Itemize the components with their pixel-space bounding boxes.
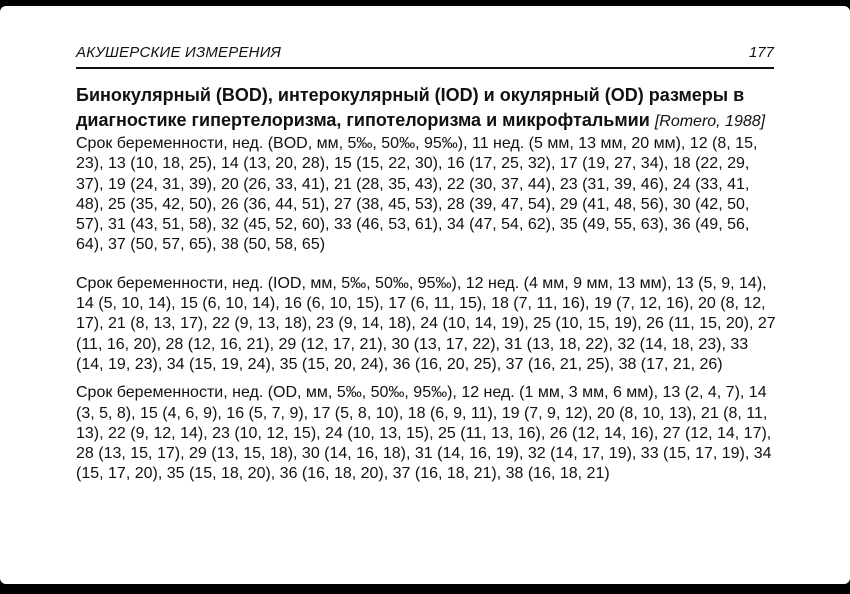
header-rule xyxy=(76,67,774,69)
paragraph-od: Срок беременности, нед. (OD, мм, 5‰, 50‰, 95‰), 12 нед. (1 мм, 3 мм, 6 мм), 13 (2, 4, 7), 14 (3, 5, 8), 15 (4, 6, 9), 16 (5, 7, 9), 17 (5, 8, 10), 18 (6, 9, 11), 19 (7, 9, 12), 20 (8, 10, 13), 21 (8, 11, 13), 22 (9, 12, 14), 23 (10, 12, 15), 24 (10, 13, 15), 25 (11, 13, 16), 26 (12, 14, 16), 27 (12, 14, 17), 28 (13, 15, 17), 29 (13, 15, 18), 30 (14, 16, 18), 31 (14, 16, 19), 32 (14, 17, 19), 33 (15, 17, 19), 34 (15, 17, 20), 35 (15, 18, 20), 36 (16, 18, 20), 37 (16, 18, 21), 38 (16, 18, 21) xyxy=(76,384,772,483)
paragraph-bod: Срок беременности, нед. (BOD, мм, 5‰, 50‰, 95‰), 11 нед. (5 мм, 13 мм, 20 мм), 12 (8, 15, 23), 13 (10, 18, 25), 14 (13, 20, 28), 15 (15, 22, 30), 16 (17, 25, 32), 17 (19, 27, 34), 18 (22, 29, 37), 19 (24, 31, 39), 20 (26, 33, 41), 21 (28, 35, 43), 22 (30, 37, 44), 23 (31, 39, 46), 24 (33, 41, 48), 25 (35, 42, 50), 26 (36, 44, 51), 27 (38, 45, 53), 28 (39, 47, 54), 29 (41, 48, 56), 30 (42, 50, 57), 31 (43, 51, 58), 32 (45, 52, 60), 33 (46, 53, 61), 34 (47, 54, 62), 35 (49, 55, 63), 36 (49, 56, 64), 37 (50, 57, 65), 38 (50, 58, 65) xyxy=(76,135,758,254)
section-title-text: Бинокулярный (BOD), интерокулярный (IOD) и окулярный (OD) размеры в диагностике гипертелоризма, гипотелоризма и микрофтальмии xyxy=(76,85,745,130)
paragraph-iod: Срок беременности, нед. (IOD, мм, 5‰, 50‰, 95‰), 12 нед. (4 мм, 9 мм, 13 мм), 13 (5, 9, 14), 14 (5, 10, 14), 15 (6, 10, 14), 16 (6, 10, 15), 17 (6, 11, 15), 18 (7, 11, 16), 19 (7, 12, 16), 20 (8, 12, 17), 21 (8, 13, 17), 22 (9, 13, 18), 23 (9, 14, 18), 24 (10, 14, 19), 25 (10, 15, 19), 26 (11, 15, 20), 27 (11, 16, 20), 28 (12, 16, 21), 29 (12, 17, 21), 30 (13, 17, 22), 31 (13, 18, 22), 32 (14, 18, 23), 33 (14, 19, 23), 34 (15, 19, 24), 35 (15, 20, 24), 36 (16, 20, 25), 37 (16, 21, 25), 38 (17, 21, 26) xyxy=(76,274,776,373)
running-header xyxy=(76,44,774,68)
page-content xyxy=(76,83,776,485)
page-number: 177 xyxy=(748,44,774,61)
running-title: АКУШЕРСКИЕ ИЗМЕРЕНИЯ xyxy=(76,44,282,61)
viewer-bottom-bar xyxy=(0,584,850,594)
citation: [Romero, 1988] xyxy=(654,113,766,130)
section-title xyxy=(76,83,776,134)
